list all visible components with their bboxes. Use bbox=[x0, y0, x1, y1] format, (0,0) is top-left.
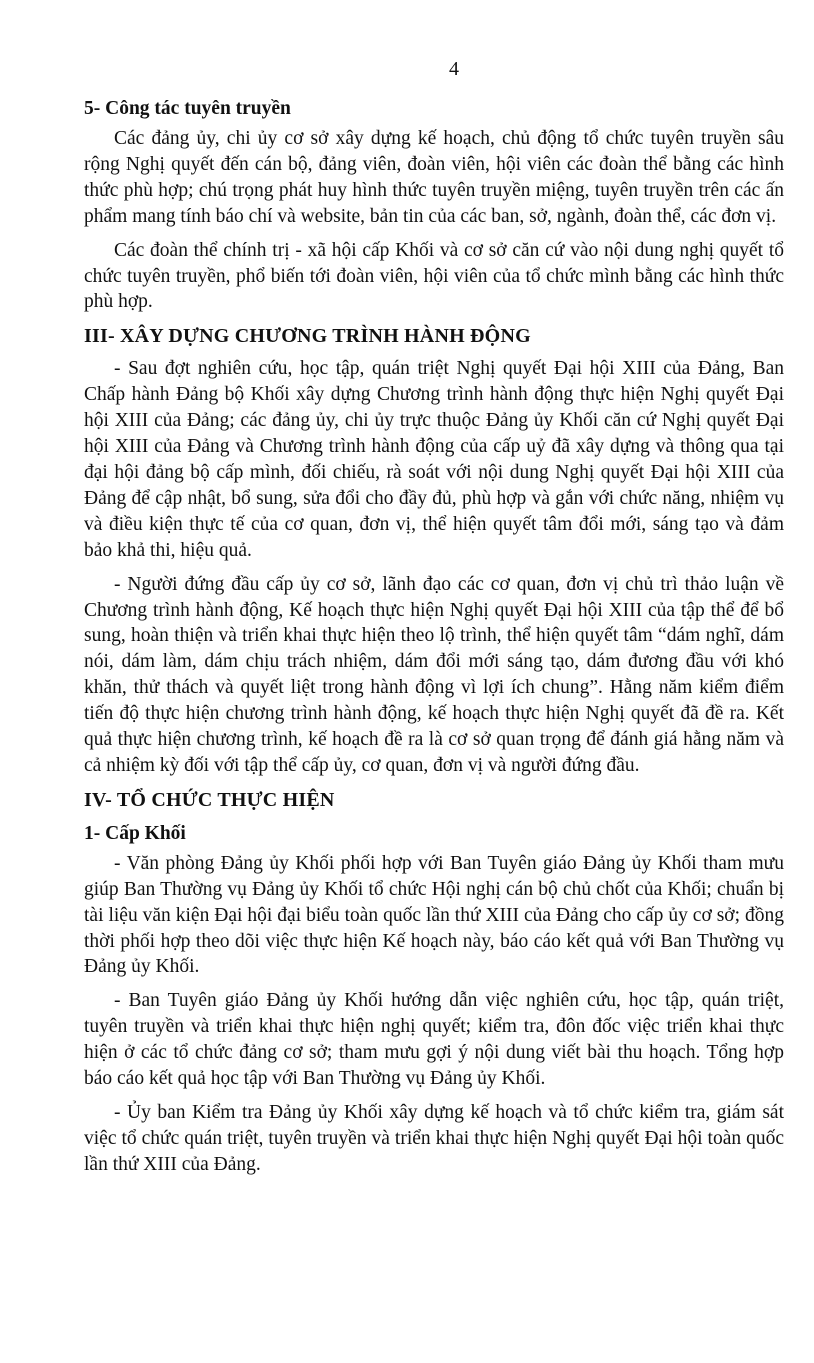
section-iii-paragraph-1: - Sau đợt nghiên cứu, học tập, quán triệt Nghị quyết Đại hội XIII của Đảng, Ban Chấp hành Đảng bộ Khối xây dựng Chương trình hành động thực hiện Nghị quyết Đại hội XIII của Đảng; các đảng ủy, chi ủy trực thuộc Đảng ủy Khối căn cứ Nghị quyết Đại hội XIII của Đảng và Chương trình hành động của cấp uỷ đã xây dựng và thông qua tại đại hội đảng bộ cấp mình, đối chiếu, rà soát với nội dung Nghị quyết Đại hội XIII của Đảng để cập nhật, bổ sung, sửa đổi cho đầy đủ, phù hợp và gắn với chức năng, nhiệm vụ và điều kiện thực tế của cơ quan, đơn vị, thể hiện quyết tâm đổi mới, sáng tạo và đảm bảo khả thi, hiệu quả. bbox=[84, 358, 784, 561]
section-iv-heading: IV- TỔ CHỨC THỰC HIỆN bbox=[84, 788, 335, 811]
section-iii-paragraph-2: - Người đứng đầu cấp ủy cơ sở, lãnh đạo các cơ quan, đơn vị chủ trì thảo luận về Chương trình hành động, Kế hoạch thực hiện Nghị quyết Đại hội XIII của tập thể để bổ sung, hoàn thiện và triển khai thực hiện theo lộ trình, thể hiện quyết tâm “dám nghĩ, dám nói, dám làm, dám chịu trách nhiệm, dám đổi mới sáng tạo, dám đương đầu với khó khăn, thử thách và quyết liệt trong hành động vì lợi ích chung”. Hằng năm kiểm điểm tiến độ thực hiện chương trình hành động, kế hoạch thực hiện Nghị quyết đã đề ra. Kết quả thực hiện chương trình, kế hoạch đề ra là cơ sở quan trọng để đánh giá hằng năm và cả nhiệm kỳ đối với tập thể cấp ủy, cơ quan, đơn vị và người đứng đầu. bbox=[84, 573, 784, 776]
page-number: 4 bbox=[449, 58, 459, 80]
section-5-heading: 5- Công tác tuyên truyền bbox=[84, 98, 291, 119]
section-iv-paragraph-2: - Ban Tuyên giáo Đảng ủy Khối hướng dẫn việc nghiên cứu, học tập, quán triệt, tuyên truyền và triển khai thực hiện nghị quyết; kiểm tra, đôn đốc việc triển khai thực hiện ở các tổ chức đảng cơ sở; tham mưu gợi ý nội dung viết bài thu hoạch. Tổng hợp báo cáo kết quả học tập với Ban Thường vụ Đảng ủy Khối. bbox=[84, 990, 784, 1090]
section-iii-heading: III- XÂY DỰNG CHƯƠNG TRÌNH HÀNH ĐỘNG bbox=[84, 325, 531, 348]
section-iv-1-heading: 1- Cấp Khối bbox=[84, 822, 186, 844]
document-page bbox=[84, 58, 784, 1186]
section-5-paragraph-1: Các đảng ủy, chi ủy cơ sở xây dựng kế hoạch, chủ động tổ chức tuyên truyền sâu rộng Nghị quyết đến cán bộ, đảng viên, đoàn viên, hội viên các đoàn thể bằng các hình thức phù hợp; chú trọng phát huy hình thức tuyên truyền miệng, tuyên truyền trên các ấn phẩm mang tính báo chí và website, bản tin của các ban, sở, ngành, đoàn thể, các đơn vị. bbox=[84, 128, 784, 227]
section-5-paragraph-2: Các đoàn thể chính trị - xã hội cấp Khối và cơ sở căn cứ vào nội dung nghị quyết tổ chức tuyên truyền, phổ biến tới đoàn viên, hội viên của tổ chức mình bằng các hình thức phù hợp. bbox=[84, 239, 784, 313]
section-iv-paragraph-3: - Ủy ban Kiểm tra Đảng ủy Khối xây dựng kế hoạch và tổ chức kiểm tra, giám sát việc tổ chức quán triệt, tuyên truyền và triển khai thực hiện Nghị quyết Đại hội toàn quốc lần thứ XIII của Đảng. bbox=[84, 1102, 784, 1175]
section-iv-paragraph-1: - Văn phòng Đảng ủy Khối phối hợp với Ban Tuyên giáo Đảng ủy Khối tham mưu giúp Ban Thường vụ Đảng ủy Khối tổ chức Hội nghị cán bộ chủ chốt của Khối; chuẩn bị tài liệu văn kiện Đại hội đại biểu toàn quốc lần thứ XIII của Đảng cho cấp ủy cơ sở; đồng thời phối hợp theo dõi việc thực hiện Kế hoạch này, báo cáo kết quả với Ban Thường vụ Đảng ủy Khối. bbox=[84, 852, 784, 978]
